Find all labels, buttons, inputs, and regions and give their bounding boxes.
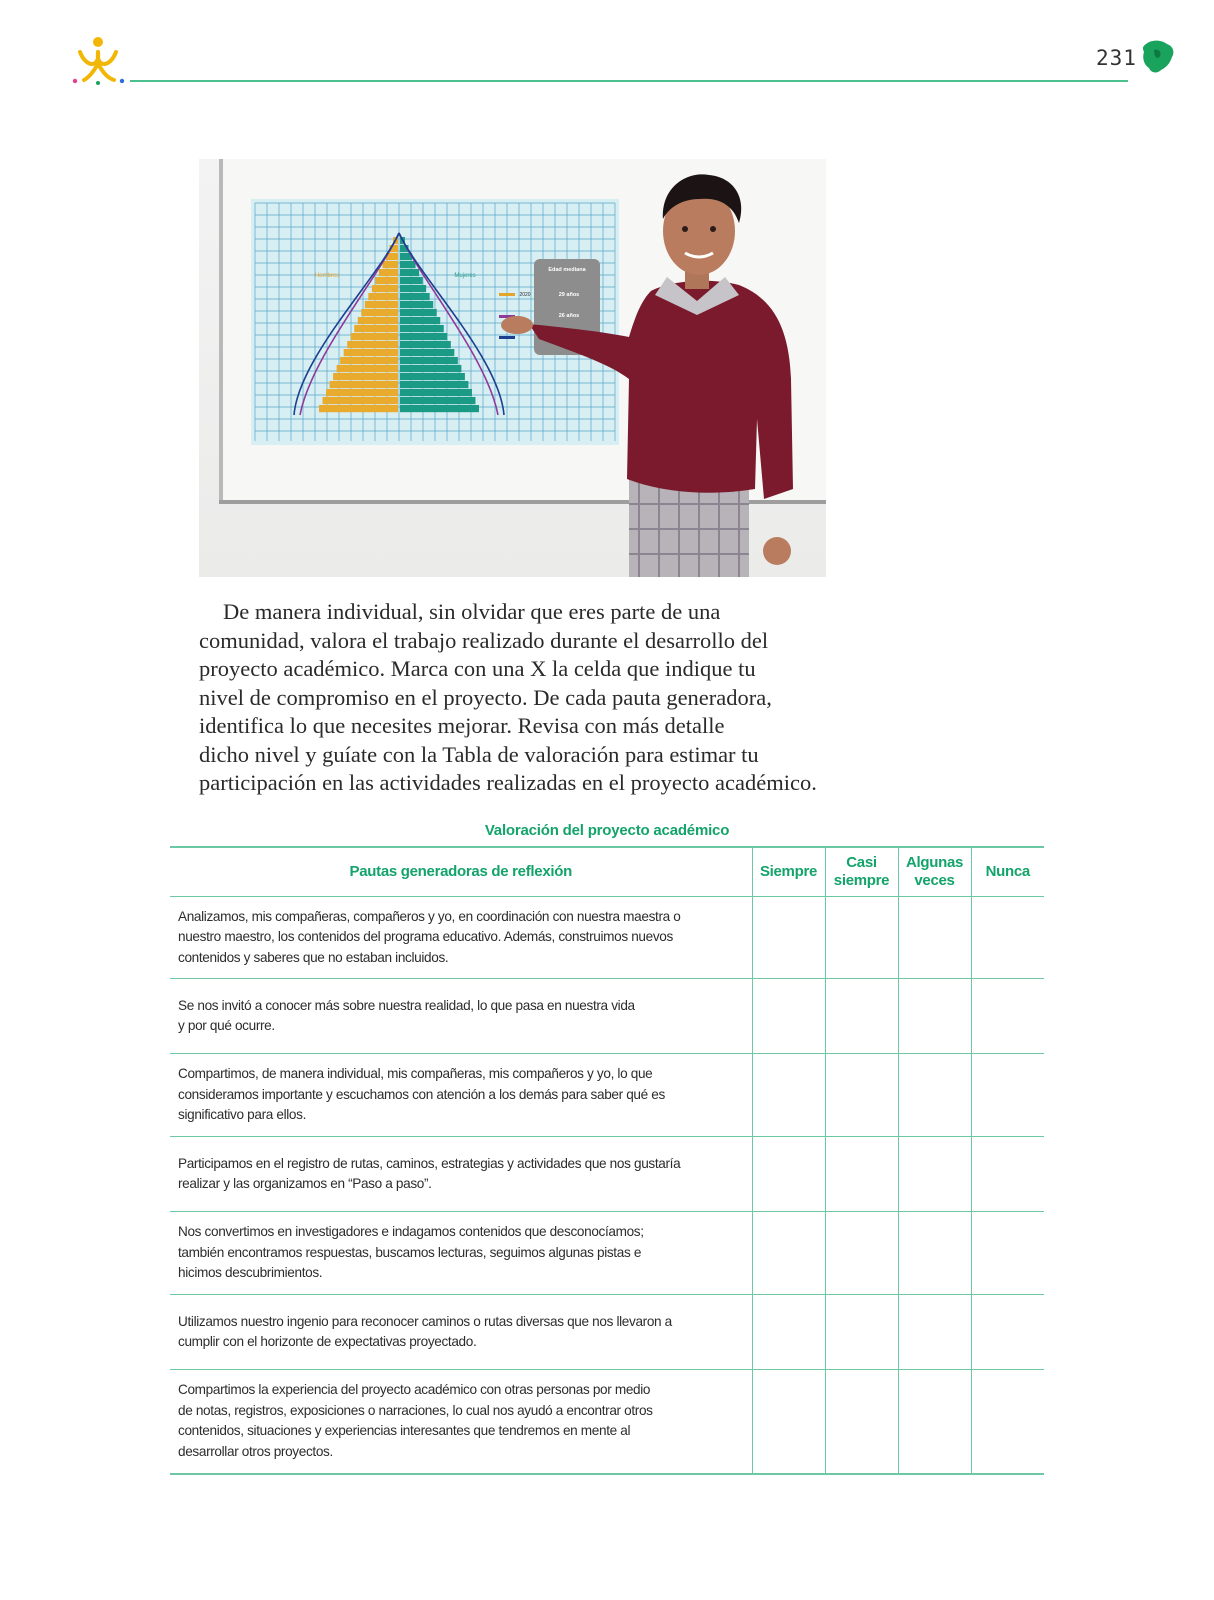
pyramid-bar-male (379, 269, 398, 276)
siempre-checkbox-cell[interactable] (752, 897, 825, 979)
pauta-line: cumplir con el horizonte de expectativas proyectado. (178, 1334, 477, 1349)
pyramid-bar-female (400, 397, 475, 404)
table-row (170, 1137, 1044, 1212)
pauta-line: nuestro maestro, los contenidos del programa educativo. Además, construimos nuevos (178, 929, 673, 945)
pauta-line: desarrollar otros proyectos. (178, 1443, 333, 1459)
intro-paragraph (199, 598, 839, 798)
pyramid-bar-male (365, 301, 398, 308)
header-algunas-veces (898, 847, 971, 897)
nunca-checkbox-cell[interactable] (971, 1370, 1044, 1474)
nunca-checkbox-cell[interactable] (971, 1212, 1044, 1295)
siempre-checkbox-cell[interactable] (752, 979, 825, 1054)
header-siempre: Siempre (752, 847, 825, 897)
casi-siempre-checkbox-cell[interactable] (825, 979, 898, 1054)
logo-figure-icon (70, 34, 126, 86)
poster-label-hombres: Hombres (314, 273, 340, 279)
intro-line: De manera individual, sin olvidar que eres parte de una (223, 599, 721, 624)
pyramid-bar-female (400, 357, 458, 364)
pauta-line: realizar y las organizamos en “Paso a paso”. (178, 1176, 432, 1191)
pyramid-bar-male (344, 349, 398, 356)
casi-siempre-checkbox-cell[interactable] (825, 1370, 898, 1474)
poster-legend-value-2: 26 años (558, 313, 580, 319)
pauta-line: Participamos en el registro de rutas, caminos, estrategias y actividades que nos gustaría (178, 1155, 681, 1171)
pauta-cell (170, 1137, 752, 1212)
algunas-veces-checkbox-cell[interactable] (898, 1295, 971, 1370)
header-algunas-veces-line1: Algunas (905, 854, 964, 871)
pyramid-bar-female (400, 365, 461, 372)
pyramid-bar-female (400, 317, 440, 324)
pauta-line: hicimos descubrimientos. (178, 1265, 323, 1281)
algunas-veces-checkbox-cell[interactable] (898, 979, 971, 1054)
header-rule (130, 80, 1128, 82)
pyramid-bar-male (330, 381, 398, 388)
intro-line: identifica lo que necesites mejorar. Revisa con más detalle (199, 713, 725, 738)
pyramid-bar-male (358, 317, 398, 324)
table-row (170, 897, 1044, 979)
pauta-line: Utilizamos nuestro ingenio para reconocer caminos o rutas diversas que nos llevaron a (178, 1313, 672, 1329)
pauta-line: Se nos invitó a conocer más sobre nuestra realidad, lo que pasa en nuestra vida (178, 997, 635, 1013)
pyramid-bar-male (375, 277, 398, 284)
table-title: Valoración del proyecto académico (484, 822, 730, 839)
pyramid-bar-male (382, 261, 398, 268)
nunca-checkbox-cell[interactable] (971, 1054, 1044, 1137)
pyramid-bar-female (400, 277, 423, 284)
algunas-veces-checkbox-cell[interactable] (898, 1370, 971, 1474)
pyramid-bar-female (400, 333, 447, 340)
pyramid-bar-male (351, 333, 398, 340)
pauta-line: contenidos y saberes que no estaban incluidos. (178, 949, 449, 965)
pyramid-bar-male (347, 341, 398, 348)
table-row (170, 1295, 1044, 1370)
pauta-line: Nos convertimos en investigadores e indagamos contenidos que desconocíamos; (178, 1224, 644, 1240)
page-number: 231 (1096, 46, 1137, 70)
siempre-checkbox-cell[interactable] (752, 1054, 825, 1137)
pyramid-bar-male (354, 325, 398, 332)
pyramid-bar-male (372, 285, 398, 292)
pyramid-bar-female (400, 373, 465, 380)
poster-label-mujeres: Mujeres (454, 273, 476, 279)
intro-line: proyecto académico. Marca con una X la celda que indique tu (199, 656, 756, 681)
header-nunca: Nunca (971, 847, 1044, 897)
header-pautas: Pautas generadoras de reflexión (170, 847, 752, 897)
pauta-line: Compartimos la experiencia del proyecto académico con otras personas por medio (178, 1382, 651, 1398)
pyramid-bar-female (400, 325, 444, 332)
pauta-line: contenidos, situaciones y experiencias interesantes que tendremos en mente al (178, 1423, 631, 1439)
pauta-line: consideramos importante y escuchamos con atención a los demás para saber qué es (178, 1086, 665, 1102)
nunca-checkbox-cell[interactable] (971, 1137, 1044, 1212)
intro-line: participación en las actividades realizadas en el proyecto académico. (199, 770, 817, 795)
pauta-line: también encontramos respuestas, buscamos lecturas, seguimos algunas pistas e (178, 1244, 642, 1260)
pyramid-bar-female (400, 301, 433, 308)
table-row (170, 1212, 1044, 1295)
pyramid-bar-female (400, 261, 416, 268)
pauta-line: significativo para ellos. (178, 1107, 307, 1123)
pyramid-bar-female (400, 349, 454, 356)
intro-line: comunidad, valora el trabajo realizado durante el desarrollo del (199, 627, 769, 653)
pyramid-bar-male (333, 373, 398, 380)
pauta-line: de notas, registros, exposiciones o narraciones, lo cual nos ayudó a encontrar otros (178, 1402, 653, 1418)
pauta-cell (170, 979, 752, 1054)
pyramid-bar-female (400, 293, 430, 300)
poster-legend-year: 2020 (519, 292, 531, 298)
pauta-line: Compartimos, de manera individual, mis compañeras, mis compañeros y yo, lo que (178, 1066, 653, 1082)
pyramid-bar-male (368, 293, 398, 300)
pauta-cell (170, 1295, 752, 1370)
pyramid-bar-female (400, 389, 472, 396)
nunca-checkbox-cell[interactable] (971, 979, 1044, 1054)
casi-siempre-checkbox-cell[interactable] (825, 1137, 898, 1212)
table-row (170, 1370, 1044, 1474)
nunca-checkbox-cell[interactable] (971, 1295, 1044, 1370)
siempre-checkbox-cell[interactable] (752, 1137, 825, 1212)
casi-siempre-checkbox-cell[interactable] (825, 1212, 898, 1295)
algunas-veces-checkbox-cell[interactable] (898, 1212, 971, 1295)
pyramid-bar-female (400, 309, 437, 316)
table-row (170, 979, 1044, 1054)
nunca-checkbox-cell[interactable] (971, 897, 1044, 979)
pyramid-bar-male (337, 365, 398, 372)
pauta-cell (170, 1212, 752, 1295)
pauta-line: y por qué ocurre. (178, 1018, 275, 1033)
header-casi-siempre-line1: Casi (846, 854, 877, 871)
pauta-line: Analizamos, mis compañeras, compañeros y yo, en coordinación con nuestra maestra o (178, 908, 681, 924)
header-algunas-veces-line2: veces (914, 872, 955, 889)
pauta-cell (170, 897, 752, 979)
siempre-checkbox-cell[interactable] (752, 1212, 825, 1295)
pyramid-bar-male (326, 389, 398, 396)
intro-line: dicho nivel y guíate con la Tabla de valoración para estimar tu (199, 741, 759, 767)
pyramid-bar-female (400, 269, 419, 276)
pyramid-bar-male (361, 309, 398, 316)
pyramid-bar-female (400, 341, 451, 348)
header-casi-siempre (825, 847, 898, 897)
pyramid-bar-female (400, 285, 426, 292)
pyramid-bar-female (400, 381, 468, 388)
pyramid-bar-male (340, 357, 398, 364)
table-row (170, 1054, 1044, 1137)
algunas-veces-checkbox-cell[interactable] (898, 897, 971, 979)
student-photo (199, 159, 826, 577)
intro-line: nivel de compromiso en el proyecto. De cada pauta generadora, (199, 684, 772, 710)
poster-legend-title: Edad mediana (548, 267, 586, 273)
pyramid-bar-male (319, 405, 398, 412)
pauta-cell (170, 1054, 752, 1137)
evaluation-table (170, 846, 1044, 1475)
algunas-veces-checkbox-cell[interactable] (898, 1137, 971, 1212)
poster-legend-value-1: 29 años (558, 292, 580, 298)
algunas-veces-checkbox-cell[interactable] (898, 1054, 971, 1137)
pauta-cell (170, 1370, 752, 1474)
casi-siempre-checkbox-cell[interactable] (825, 1054, 898, 1137)
siempre-checkbox-cell[interactable] (752, 1295, 825, 1370)
pyramid-bar-female (400, 405, 479, 412)
casi-siempre-checkbox-cell[interactable] (825, 1295, 898, 1370)
pyramid-bar-male (323, 397, 398, 404)
header-casi-siempre-line2: siempre (833, 872, 890, 889)
siempre-checkbox-cell[interactable] (752, 1370, 825, 1474)
casi-siempre-checkbox-cell[interactable] (825, 897, 898, 979)
map-blob-icon (1140, 38, 1176, 76)
